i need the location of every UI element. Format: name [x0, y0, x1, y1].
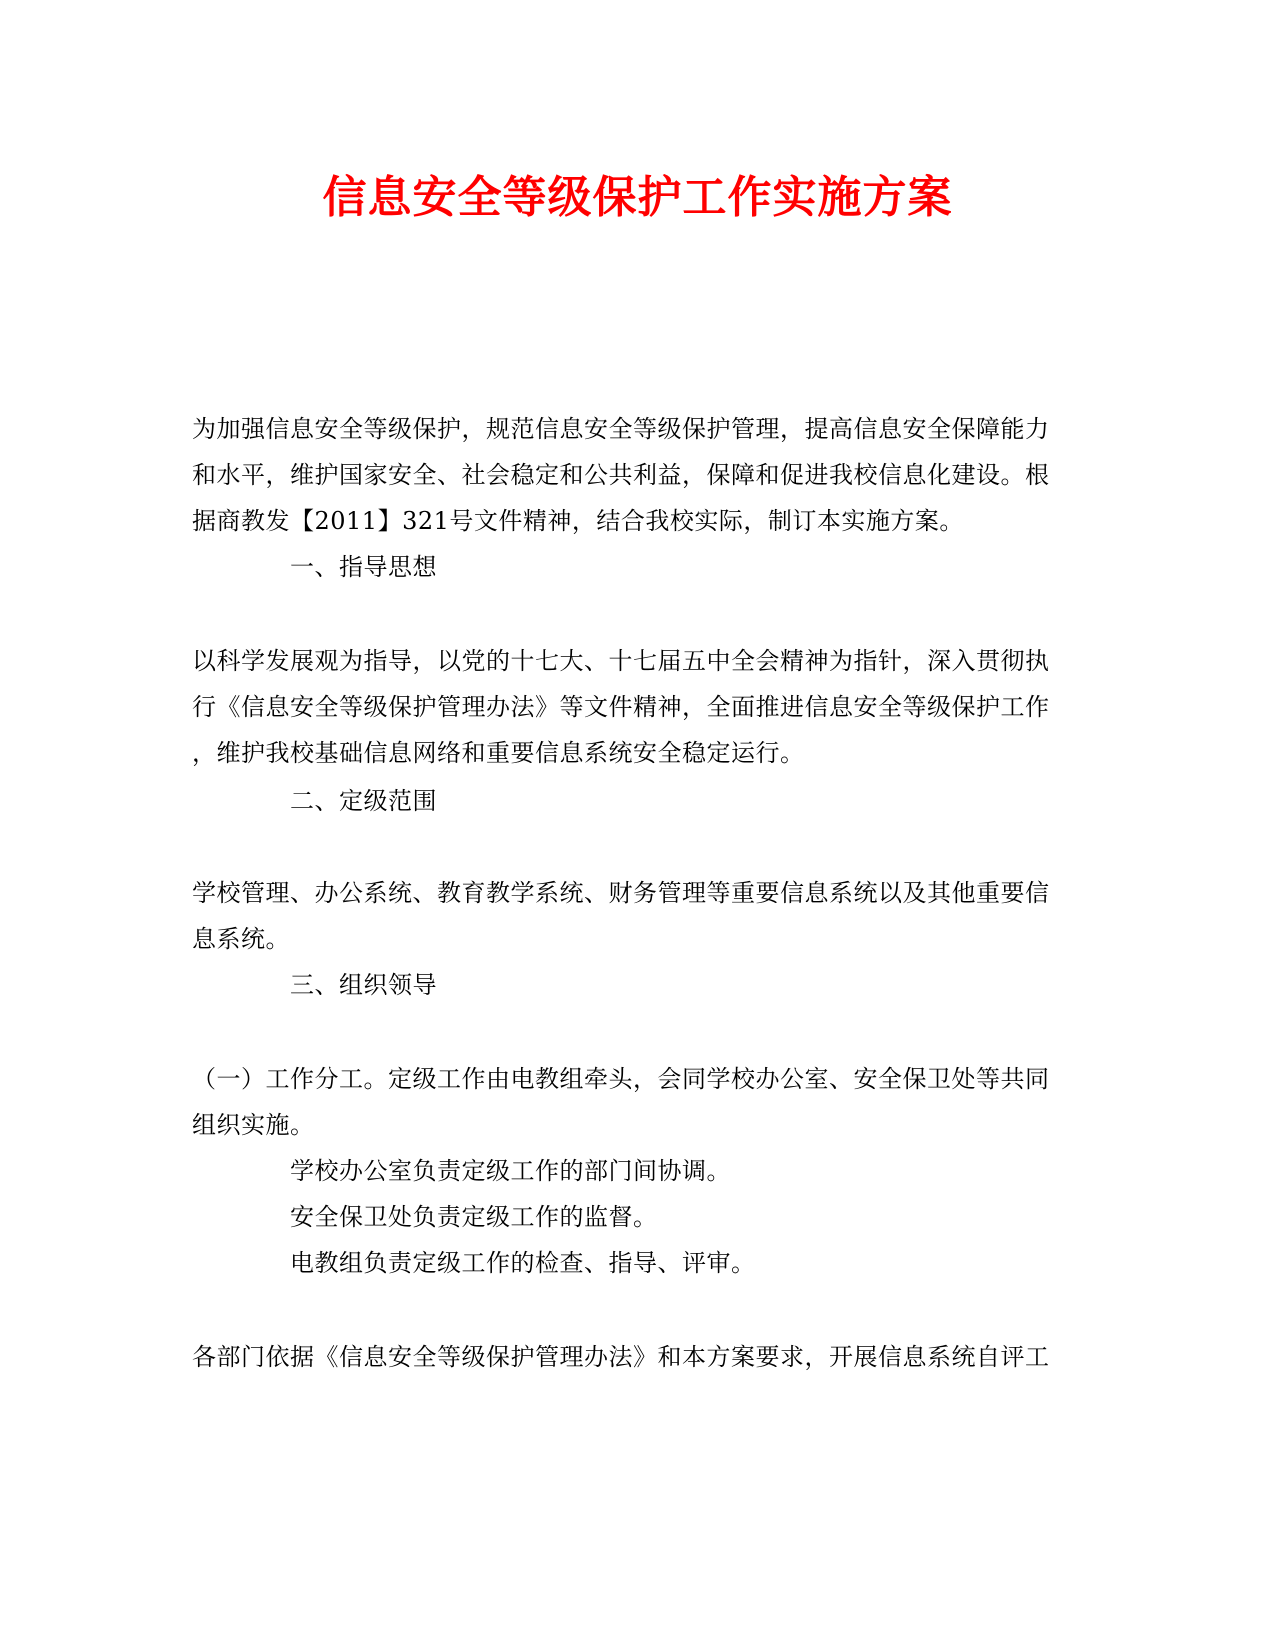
- intro-line-1: 为加强信息安全等级保护，规范信息安全等级保护管理，提高信息安全保障能力: [192, 415, 1050, 443]
- section-heading-guiding-ideology: 一、指导思想: [290, 553, 437, 581]
- section1-line-3: ，维护我校基础信息网络和重要信息系统安全稳定运行。: [192, 739, 805, 767]
- section3-line-2: 组织实施。: [192, 1111, 315, 1139]
- section2-line-2: 息系统。: [192, 925, 290, 953]
- duty-item-av-group: 电教组负责定级工作的检查、指导、评审。: [290, 1249, 756, 1277]
- section3-line-1: （一）工作分工。定级工作由电教组牵头，会同学校办公室、安全保卫处等共同: [192, 1065, 1050, 1093]
- section-heading-grading-scope: 二、定级范围: [290, 787, 437, 815]
- closing-line: 各部门依据《信息安全等级保护管理办法》和本方案要求，开展信息系统自评工: [192, 1343, 1050, 1371]
- section1-line-1: 以科学发展观为指导，以党的十七大、十七届五中全会精神为指针，深入贯彻执: [192, 647, 1050, 675]
- duty-item-office: 学校办公室负责定级工作的部门间协调。: [290, 1157, 731, 1185]
- duty-item-security: 安全保卫处负责定级工作的监督。: [290, 1203, 658, 1231]
- intro-line-2: 和水平，维护国家安全、社会稳定和公共利益，保障和促进我校信息化建设。根: [192, 461, 1050, 489]
- section1-line-2: 行《信息安全等级保护管理办法》等文件精神，全面推进信息安全等级保护工作: [192, 693, 1050, 721]
- section-heading-organization: 三、组织领导: [290, 971, 437, 999]
- document-title: 信息安全等级保护工作实施方案: [322, 172, 953, 223]
- section2-line-1: 学校管理、办公系统、教育教学系统、财务管理等重要信息系统以及其他重要信: [192, 879, 1050, 907]
- intro-line-3: 据商教发【2011】321号文件精神，结合我校实际，制订本实施方案。: [192, 507, 964, 535]
